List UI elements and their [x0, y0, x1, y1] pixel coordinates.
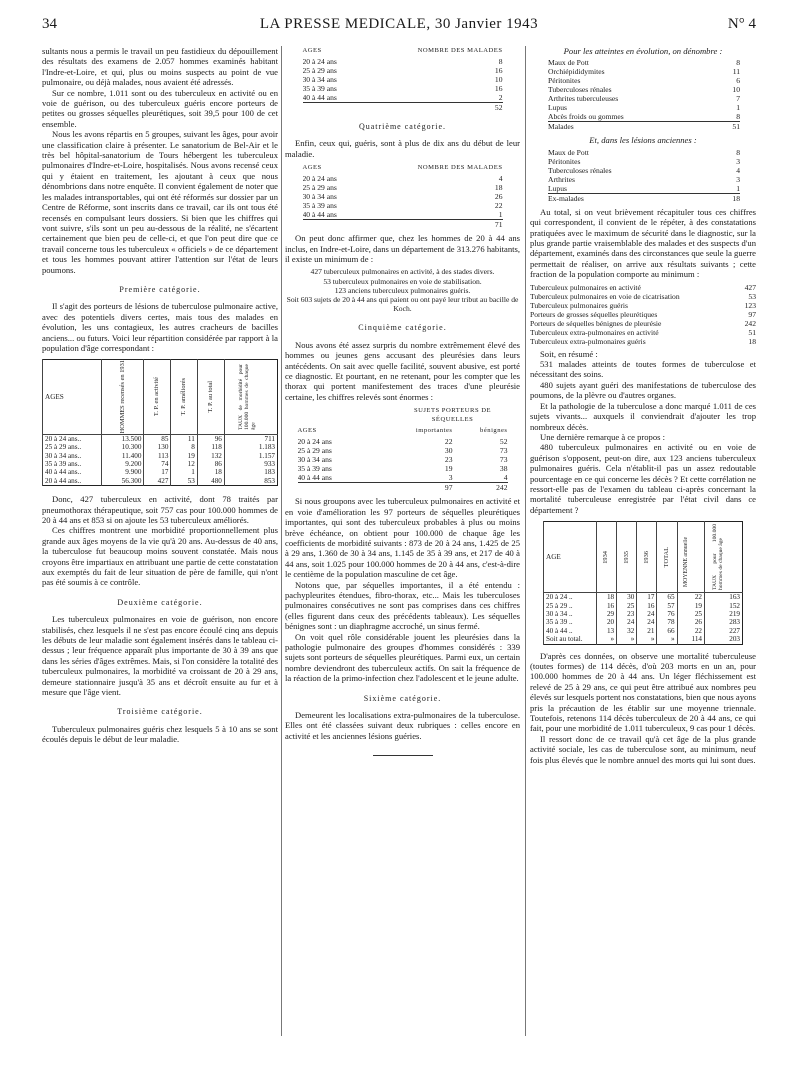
table-row [298, 446, 508, 455]
table-cell: 163 [705, 593, 743, 602]
column-1 [42, 46, 278, 745]
table-cell: 1.183 [224, 443, 277, 451]
table-cell: 16 [494, 84, 503, 93]
table-cell: 25 à 29 ans [302, 183, 337, 193]
table-cell: 16 [637, 602, 657, 610]
summary-rows [530, 283, 756, 346]
table-row [303, 174, 503, 183]
table-cell: Tuberculoses rénales [548, 85, 612, 95]
table-cell: 35 à 39 ans [302, 201, 337, 211]
table-cell: Orchiépididymites [548, 67, 605, 77]
table-cell: 13.500 [102, 434, 144, 443]
table-cell: » [637, 635, 657, 644]
table-cell: 30 à 34 ans [297, 455, 332, 465]
table-cell: » [617, 635, 637, 644]
table-cell: 203 [705, 635, 743, 644]
table-cell: 8 [736, 147, 740, 157]
table-header: AGES [302, 164, 322, 172]
section-heading: Cinquième catégorie. [358, 323, 447, 333]
list-item: 427 tuberculeux pulmonaires en activité, à des stades divers. [310, 267, 495, 277]
table-cell: 53 [748, 291, 756, 301]
table-cell: 2 [498, 93, 503, 102]
table-header: bénignes [480, 427, 508, 435]
table-header: AGES [302, 47, 322, 54]
table-row [303, 93, 503, 103]
table-cell: 30 à 34 .. [544, 610, 597, 618]
table-row [530, 337, 756, 346]
table-cell: 4 [503, 473, 508, 483]
paragraph: Enfin, ceux qui, guéris, sont à plus de dix ans du début de leur maladie. [285, 138, 520, 159]
table-cell: Tuberculeux pulmonaires guéris [530, 300, 628, 310]
table-row [298, 464, 508, 473]
table-row [548, 67, 740, 76]
table-row [548, 112, 740, 122]
table-row [548, 166, 740, 175]
table-cell: 152 [705, 602, 743, 610]
paragraph: Une dernière remarque à ce propos : [540, 431, 666, 442]
table-cell: 73 [499, 455, 508, 465]
table-cell: 8 [736, 58, 740, 68]
table-total: 71 [418, 220, 503, 230]
table-row [303, 57, 503, 66]
table-cell: 6 [736, 76, 740, 86]
table-cell: 56.300 [102, 477, 144, 486]
table-cell: 480 [197, 477, 224, 486]
table-cell: Tuberculeux extra-pulmonaires guéris [530, 336, 646, 346]
table-row [43, 460, 278, 468]
table-cell: 130 [144, 443, 171, 451]
table-cell: 96 [197, 434, 224, 443]
column-divider [525, 46, 526, 1036]
table-cell: 30 [444, 446, 453, 456]
table-row [530, 292, 756, 301]
table-cell: 114 [677, 635, 704, 644]
table-cell: 283 [705, 618, 743, 626]
paragraph: Et, dans les lésions anciennes : [589, 135, 697, 146]
paragraph: Sur ce nombre, 1.011 sont ou des tuberculeux en activité ou en voie de guérison, ou des tuberculeux guéris encore porteurs de petites ou grosses séquelles pleurétiques, soit 39,5 pour 100 de cet ensemble. [42, 87, 278, 129]
table-cell: 20 [597, 618, 617, 626]
table-cell: 19 [171, 452, 197, 460]
table-cell: Maux de Pott [548, 147, 589, 157]
table-header: AGE [546, 552, 561, 561]
table-cell: 73 [499, 446, 508, 456]
table-cell: Lupus [548, 183, 567, 193]
table-row [544, 618, 743, 626]
table-row [548, 175, 740, 184]
table-header: 1935 [622, 550, 630, 564]
paragraph: 480 sujets ayant guéri des manifestations de tuberculose des poumons, de la plèvre ou d'autres organes. [530, 379, 756, 401]
sequelae-rows [298, 437, 508, 483]
table-cell: 40 à 44 ans [302, 210, 337, 220]
table-header: SUJETS PORTEURS DE SÉQUELLES [413, 407, 492, 424]
table-row [548, 76, 740, 85]
table-row [530, 328, 756, 337]
table-cell: 20 à 24 ans [302, 57, 337, 66]
table-cell: 9.900 [102, 468, 144, 476]
list-item: Soit 603 sujets de 20 à 44 ans qui paient ou ont payé leur tribut au bacille de Koch. [286, 295, 519, 314]
table-cell: 40 à 44 ans [297, 473, 332, 483]
table-cell: 26 [494, 192, 503, 202]
table-cell: Soit au total. [544, 635, 597, 644]
table-cell: 74 [144, 460, 171, 468]
table-total: 18 [704, 193, 740, 203]
table-cell: 30 à 34 ans [302, 75, 337, 84]
paragraph: Il ressort donc de ce travail qu'à cet âge de la plus grande activité sociale, les cas de tuberculose sont, au minimum, neuf fois plus élevés que le nombre annuel des morts qui lui sont dues. [530, 733, 756, 765]
table-row [544, 610, 743, 618]
table-cell: 29 [597, 610, 617, 618]
paragraph: Demeurent les localisations extra-pulmonaires de la tuberculose. Elles ont été classées suivant deux rubriques : celles encore en activité et les anciennes lésions guéries. [285, 710, 520, 741]
table-cell: 35 à 39 ans.. [43, 460, 102, 468]
old-lesions-rows [548, 148, 740, 194]
table-cell: 17 [144, 468, 171, 476]
table-cell: 25 à 29 .. [544, 602, 597, 610]
table-cell: 30 [617, 593, 637, 602]
table-total: 52 [418, 103, 503, 113]
table-row [544, 627, 743, 635]
paragraph: On voit quel rôle considérable jouent les pleurésies dans la pathologie pulmonaire des groupes d'hommes considérés : 339 sujets sont porteurs de séquelles pleurétiques. Parmi eux, un certain nombre deviendront des tuberculeux actifs. On sait la fréquence de la réaction de la primo-infection chez l'adolescent et le jeune adulte. [285, 631, 520, 684]
table-cell: 53 [171, 477, 197, 486]
table-row [530, 283, 756, 292]
table-cell: 25 [617, 602, 637, 610]
table-row [303, 75, 503, 84]
table-row [548, 85, 740, 94]
paragraph: Il s'agit des porteurs de lésions de tuberculose pulmonaire active, avec des potentiels divers certes, mais tous des malades en évolution, les uns contagieux, les autres cracheurs de bacilles anciens... ou futurs. Voici leur répartition considérée par rapport à la population d'âge correspondant : [42, 301, 278, 353]
table-row [298, 455, 508, 464]
table-cell: 118 [197, 443, 224, 451]
section-heading: Deuxième catégorie. [117, 597, 203, 607]
table-total: 242 [453, 483, 508, 493]
table-cell: 8 [171, 443, 197, 451]
table-header: TAUX de morbidité pour 100.000 hommes de chaque âge [237, 364, 257, 431]
table-header: NOMBRE DES MALADES [417, 164, 503, 172]
table-cell: 24 [617, 618, 637, 626]
table-cell: Tuberculoses rénales [548, 165, 612, 175]
table-total: 51 [704, 122, 740, 132]
table-cell: 32 [617, 627, 637, 635]
paragraph: Donc, 427 tuberculeux en activité, dont 78 traités par pneumothorax thérapeutique, soit 757 cas pour 100.000 hommes de 20 à 44 ans et 853 si on ajoute les 53 tuberculeux améliorés. [42, 494, 278, 525]
column-2 [285, 46, 520, 762]
table-cell: 1 [171, 468, 197, 476]
table-cell: 76 [657, 610, 677, 618]
table-cell: 24 [637, 610, 657, 618]
table-cell: 66 [657, 627, 677, 635]
table-cell: 11 [732, 67, 740, 77]
table-cell: 3 [736, 174, 740, 184]
table-cell: 18 [197, 468, 224, 476]
section-heading: Quatrième catégorie. [358, 122, 447, 131]
table-cell: Lupus [548, 103, 567, 113]
table-cell: 3 [736, 156, 740, 166]
table-cell: 227 [705, 627, 743, 635]
table-cell: 11.400 [102, 452, 144, 460]
table-row [530, 301, 756, 310]
table-cell: 35 à 39 .. [544, 618, 597, 626]
morbidity-table-body [43, 434, 278, 485]
table-cell: 17 [637, 593, 657, 602]
table-cell: Tuberculeux pulmonaires en activité [530, 282, 641, 292]
table-row [303, 183, 503, 192]
table-cell: 242 [744, 318, 756, 328]
table-cell: 113 [144, 452, 171, 460]
category-4-rows [303, 174, 503, 220]
table-cell: 123 [744, 300, 756, 310]
paragraph: Les tuberculeux pulmonaires en voie de guérison, non encore stabilisés, chez lesquels il ne s'est pas encore écoulé cinq ans depuis les débuts de leur maladie sont également insérés dans le tableau ci-dessus ; leur fréquence apparaît plus importante de 30 à 39 ans que dans les séries d'âges extrêmes. Mais, si l'on considère la totalité des tuberculeux pulmonaires, la morbidité va croissant de 20 à 29 ans, demeure stationnaire jusqu'à 35 ans et décroît ensuite au fur et à mesure que l'âge vient. [42, 614, 278, 698]
table-row [298, 473, 508, 483]
table-cell: 853 [224, 477, 277, 486]
paragraph: Pour les atteintes en évolution, on dénombre : [563, 46, 723, 56]
table-row [544, 635, 743, 644]
table-cell: 22 [444, 437, 453, 447]
paragraph: On peut donc affirmer que, chez les hommes de 20 à 44 ans inclus, en Indre-et-Loire, dans un département de 313.276 habitants, il existe un minimum de : [285, 233, 520, 265]
table-cell: Arthrites tuberculeuses [548, 94, 619, 104]
table-cell: 16 [494, 66, 503, 75]
paragraph: Tuberculeux pulmonaires guéris chez lesquels 5 à 10 ans se sont écoulés depuis le début de leur maladie. [42, 723, 278, 745]
page-header [42, 16, 756, 38]
summary-table [530, 283, 756, 346]
paragraph: D'après ces données, on observe une mortalité tuberculeuse (toutes formes) de 114 décès, d'où 203 morts en un an, pour 100.000 hommes de 20 à 44 ans. Un léger fléchissement est relevé de 25 à 29 ans, ce qui peut être attribué aux nombres peu élevés sur lesquels portent nos constatations, bien que nous ayons pris la précaution de les établir sur une moyenne triennale. Toutefois, retenons 114 décès tuberculeux de 20 à 44 ans, ce qui fait, pour une morbidité de 1.011 tuberculeux, 9 cas pour 1 décès. [530, 650, 756, 734]
table-total-label: Malades [548, 122, 704, 132]
table-cell: 1 [736, 183, 740, 193]
paragraph: Notons que, par séquelles importantes, il a été entendu : pachypleurites étendues, fibro-thorax, etc... Mais les tuberculoses pulmonaires consécutives ne sont pas comprises dans ces chiffres (elles figurent dans ceux des précédents tableaux). Les séquelles bénignes sont : un diaphragme accroché, un sinus fermé. [285, 579, 520, 632]
table-header: AGES [297, 427, 317, 435]
table-cell: 1 [736, 103, 740, 113]
table-cell: 23 [617, 610, 637, 618]
evolving-lesions-rows [548, 58, 740, 122]
issue-number: N° 4 [727, 16, 756, 32]
column-3 [530, 46, 756, 765]
table-cell: 20 à 44 ans.. [43, 477, 102, 486]
table-cell: 40 à 44 .. [544, 627, 597, 635]
minimum-list [285, 267, 520, 313]
table-row [43, 434, 278, 443]
sequelae-table [298, 406, 508, 492]
section-heading: Troisième catégorie. [117, 707, 203, 717]
paragraph: 531 malades atteints de toutes formes de tuberculose et nécessitant des soins. [530, 359, 756, 380]
table-cell: 8 [736, 112, 740, 122]
table-cell: 1.157 [224, 452, 277, 460]
paragraph: Nous avons été assez surpris du nombre extrêmement élevé des hommes ou jeunes gens accusant des pleurésies dans leurs antécédents. On sait avec quelle facilité, souvent abusive, est porté ce diagnostic. Et pourtant, en ne retenant, pour les compter que les thorax qui portent manifestement des traces d'une pleurésie certaine, les chiffres relevés sont énormes : [285, 339, 520, 402]
table-cell: 26 [677, 618, 704, 626]
table-cell: 20 à 24 ans [297, 437, 332, 447]
table-cell: 57 [657, 602, 677, 610]
table-cell: 30 à 34 ans.. [43, 452, 102, 460]
table-cell: » [597, 635, 617, 644]
journal-title: LA PRESSE MEDICALE, 30 Janvier 1943 [259, 16, 539, 32]
table-row [544, 602, 743, 610]
table-cell: Porteurs de grosses séquelles pleurétiques [530, 309, 658, 319]
paragraph: Nous les avons répartis en 5 groupes, suivant les âges, pour avoir une classification claire à présenter. Le sanatorium de Bel-Air et le très bel hôpital-sanatorium de Tours hébergent les tuberculeux pulmonaires d'Indre-et-Loire, hospitalisés. Nous avons recensé ceux qui y étaient en traitement, les ajoutant à ceux que nous dénombrions dans notre enquête. Il convient également de noter que les malades intransportables, qui ont été réformés sur dossier par un Centre de Réforme, sont inscrits dans ce travail, car ils ont tous été recensés en compulsant leurs dossiers. Si bien que les chiffres qui vont suivre, s'ils sont un peu au-dessous de la réalité, ne s'écartent certainement que bien peu de celle-ci, et que l'on peut dire que ce travail concerne tous les tuberculeux « officiels » de ce département et tous les hommes pouvant attirer l'attention sur l'état de leurs poumons. [42, 129, 278, 275]
table-cell: 3 [448, 473, 453, 483]
table-cell: 51 [748, 327, 756, 337]
table-cell: 20 à 24 ans.. [43, 434, 102, 443]
table-row [303, 192, 503, 201]
table-header: TAUX pour 100.000 hommes de chaque âge [711, 524, 724, 591]
old-lesions-table [548, 148, 740, 203]
table-cell: 219 [705, 610, 743, 618]
table-header: AGES [45, 392, 64, 401]
paragraph: Soit, en résumé : [540, 348, 598, 359]
table-header: T. P. améliorés [179, 378, 187, 416]
table-cell: 9.200 [102, 460, 144, 468]
table-total-label: Ex-malades [548, 193, 704, 203]
table-row [548, 103, 740, 112]
paragraph: sultants nous a permis le travail un peu fastidieux du dépouillement des résultats des examens de 2.057 hommes examinés habitant l'Indre-et-Loire, et qui, plus ou moins suspects au point de vue pulmonaire, ou déjà malades, nous avaient été adressés. [42, 46, 278, 88]
table-cell: 65 [657, 593, 677, 602]
table-cell: 1 [498, 210, 503, 220]
section-heading: Sixième catégorie. [363, 693, 442, 703]
table-cell: 933 [224, 460, 277, 468]
table-row [530, 310, 756, 319]
table-cell: 18 [748, 336, 756, 346]
table-row [548, 58, 740, 67]
table-cell: 132 [197, 452, 224, 460]
end-rule [373, 755, 433, 756]
table-cell: 183 [224, 468, 277, 476]
table-cell: 25 à 29 ans [297, 446, 332, 456]
category-4-table [303, 163, 503, 229]
table-header: T. P. au total [206, 381, 214, 413]
table-row [548, 157, 740, 166]
table-row [43, 477, 278, 486]
table-cell: 22 [677, 593, 704, 602]
table-total: 97 [398, 483, 453, 493]
table-cell: 12 [171, 460, 197, 468]
table-cell: 35 à 39 ans [297, 464, 332, 474]
table-cell: » [657, 635, 677, 644]
table-row [303, 201, 503, 210]
table-cell: Tuberculeux extra-pulmonaires en activité [530, 327, 659, 337]
table-header: MOYENNE annuelle [682, 537, 689, 588]
table-cell: 18 [597, 593, 617, 602]
table-row [303, 66, 503, 75]
table-cell: 97 [748, 309, 756, 319]
table-cell: 19 [677, 602, 704, 610]
table-cell: 25 [677, 610, 704, 618]
table-cell: 10.300 [102, 443, 144, 451]
table-cell: Péritonites [548, 76, 581, 86]
table-cell: 38 [499, 464, 508, 474]
table-row [548, 94, 740, 103]
table-cell: 24 [637, 618, 657, 626]
table-cell: 22 [494, 201, 503, 211]
table-header: 1934 [602, 550, 610, 564]
table-cell: Porteurs de séquelles bénignes de pleurésie [530, 318, 662, 328]
table-header: NOMBRE DES MALADES [417, 47, 503, 54]
evolving-lesions-table [548, 58, 740, 131]
table-cell: 23 [444, 455, 453, 465]
mortality-table [543, 521, 743, 644]
table-cell: 40 à 44 ans [302, 93, 337, 102]
paragraph: Si nous groupons avec les tuberculeux pulmonaires en activité et en voie d'amélioration les 97 porteurs de séquelles pleurétiques importantes, qui sont des tuberculeux probables à plus ou moins brève échéance, on obtient pour 100.000 de chaque âge les coefficients de morbidité suivants : 873 de 20 à 24 ans, 1.425 de 25 à 29 ans, 1.360 de 30 à 34 ans, 1.145 de 35 à 39 ans, et 217 de 40 à 44 ans, soit 1.025 pour 100.000 hommes de 20 à 44 ans, c'est-à-dire le centième de la population masculine de cet âge. [285, 496, 520, 580]
category-3-rows [303, 57, 503, 103]
page-number: 34 [42, 16, 57, 32]
table-row [43, 443, 278, 451]
paragraph: Au total, si on veut brièvement récapituler tous ces chiffres qui correspondent, il convient de le répéter, à des constatations pratiquées avec le maximum de sécurité dans le diagnostic, sur la plus grande partie vraisemblable des malades et des suspects d'un département, examinés dans des circonstances que seule la guerre permettait de réaliser, on arrive aux résultats suivants ; cette fraction de la population comporte au minimum : [530, 206, 756, 280]
table-cell: 35 à 39 ans [302, 84, 337, 93]
table-cell: 18 [494, 183, 503, 193]
category-3-table [303, 46, 503, 112]
table-cell: 25 à 29 ans.. [43, 443, 102, 451]
table-cell: 78 [657, 618, 677, 626]
table-cell: 19 [444, 464, 453, 474]
table-cell: 40 à 44 ans.. [43, 468, 102, 476]
column-divider [281, 46, 282, 1036]
table-cell: Tuberculeux pulmonaires en voie de cicatrisation [530, 291, 680, 301]
paragraph: Ces chiffres montrent une morbidité proportionnellement plus grande aux âges moyens de la vie qu'à 20 ans. Au-dessus de 40 ans, la tuberculose fut beaucoup moins souvent constatée. Mais nous croyons être impartiaux en attribuant une partie de cette constatation aux exemptés du fait de leur situation de père de famille, qui n'ont pas été soumis à ce contrôle. [42, 525, 278, 588]
table-cell: 22 [677, 627, 704, 635]
table-cell: 21 [637, 627, 657, 635]
paragraph: Et la pathologie de la tuberculose a donc marqué 1.011 de ces sujets vivants... auxquels il conviendrait d'ajouter les trop nombreux décès. [530, 400, 756, 432]
table-header: 1936 [642, 550, 650, 564]
table-row [548, 184, 740, 194]
table-cell: Arthrites [548, 174, 575, 184]
table-cell: 85 [144, 434, 171, 443]
table-cell: 52 [499, 437, 508, 447]
table-row [43, 452, 278, 460]
table-cell: 427 [144, 477, 171, 486]
table-header: T. P. en activité [153, 377, 161, 417]
paragraph: 480 tuberculeux pulmonaires en activité ou en voie de guérison s'opposent, peut-on dire, aux 123 anciens tuberculeux pulmonaires guéris. Cela n'établit-il pas un assez redoutable pourcentage en ce qui concerne les décès ? Et cette corrélation ne ressort-elle pas de l'examen du tableau ci-après concernant la mortalité tuberculeuse enregistrée par l'état civil dans ce département ? [530, 442, 756, 515]
table-cell: 10 [494, 75, 503, 84]
table-cell: 4 [498, 174, 503, 184]
table-row [548, 148, 740, 157]
table-cell: 4 [736, 165, 740, 175]
table-cell: Péritonites [548, 156, 581, 166]
table-row [298, 437, 508, 446]
table-cell: 10 [732, 85, 740, 95]
table-header: HOMMES recensés en 1931 [118, 360, 126, 434]
table-cell: 711 [224, 434, 277, 443]
table-cell: 30 à 34 ans [302, 192, 337, 202]
list-item: 123 anciens tuberculeux pulmonaires guéris. [334, 285, 471, 295]
table-cell: 7 [736, 94, 740, 104]
table-cell: 427 [744, 282, 756, 292]
table-row [530, 319, 756, 328]
table-cell: 20 à 24 .. [544, 593, 597, 602]
table-header: TOTAL [662, 546, 670, 568]
table-cell: 25 à 29 ans [302, 66, 337, 75]
section-heading: Première catégorie. [119, 284, 201, 294]
table-cell: 13 [597, 627, 617, 635]
table-cell: 16 [597, 602, 617, 610]
table-row [303, 210, 503, 220]
table-cell: 11 [171, 434, 197, 443]
table-header: importantes [415, 427, 453, 435]
table-cell: 86 [197, 460, 224, 468]
table-row [544, 593, 743, 602]
table-cell: 20 à 24 ans [302, 174, 337, 184]
table-row [303, 84, 503, 93]
morbidity-table [42, 359, 278, 486]
list-item: 53 tuberculeux pulmonaires en voie de stabilisation. [323, 276, 482, 286]
table-cell: Abcès froids ou gommes [548, 112, 624, 122]
mortality-table-body [544, 593, 743, 644]
table-cell: 8 [498, 57, 503, 66]
table-row [43, 468, 278, 476]
table-cell: Maux de Pott [548, 58, 589, 68]
